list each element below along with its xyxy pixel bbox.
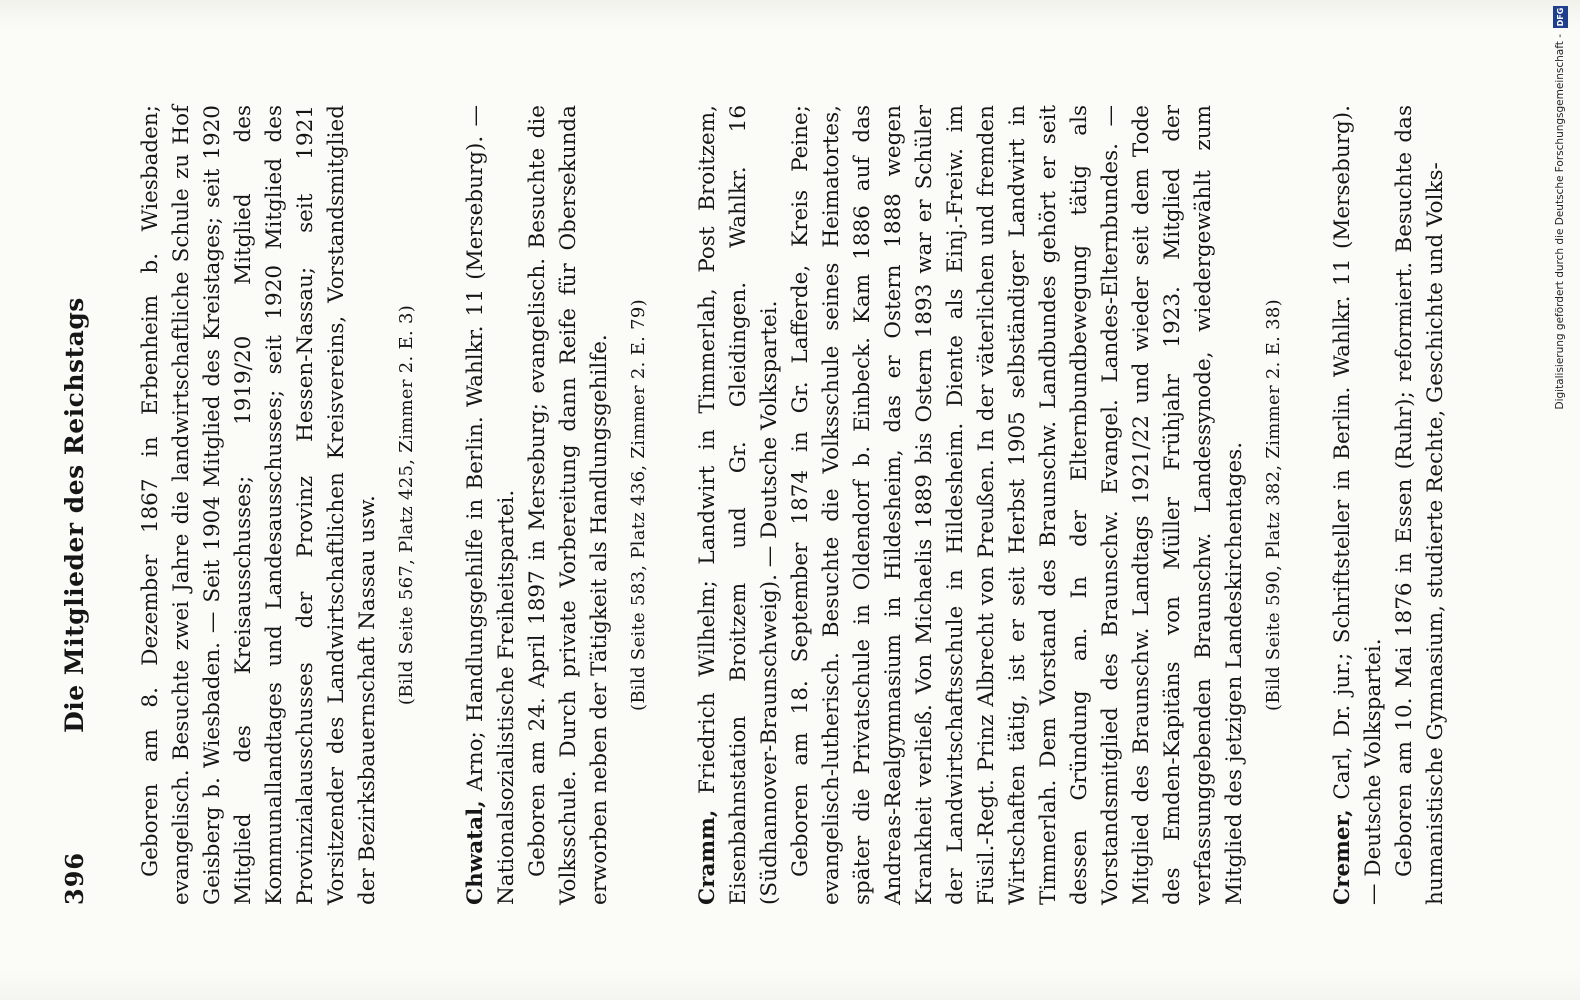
biography-column <box>135 105 1489 905</box>
entry-paragraph: Geboren am 24. April 1897 in Merseburg; evangelisch. Besuchte die Volksschule. Durch private Vorbereitung dann Reife für Obersekunda erworben neben der Tätigkeit als Handlungsgehilfe. <box>525 105 612 905</box>
biography-entry <box>1327 105 1451 905</box>
member-name: Cramm, <box>695 809 720 905</box>
dfg-logo-icon: DFG <box>1553 6 1568 28</box>
funding-note: Digitalisierung gefördert durch die Deutsche Forschungsgemeinschaft - <box>1554 34 1566 410</box>
member-name: Chwatal, <box>463 800 488 905</box>
entry-lead <box>460 105 522 905</box>
biography-entry <box>692 105 1289 905</box>
digitization-note <box>1540 0 1580 1000</box>
running-head <box>60 125 100 905</box>
entry-lead <box>692 105 785 905</box>
member-name: Cremer, <box>1330 809 1355 905</box>
page-title: Die Mitglieder des Reichstags <box>60 297 89 733</box>
biography-entry <box>135 105 422 905</box>
entry-paragraph: Geboren am 8. Dezember 1867 in Erbenheim b. Wiesbaden; evangelisch. Besuchte zwei Jahre die landwirtschaftliche Schule zu Hof Geisberg b. Wiesbaden. — Seit 1904 Mitglied des Kreistages; seit 1920 Mitglied des Kreisausschusses; 1919/20 Mitglied des Kommunallandtages und Landesausschusses; seit 1920 Mitglied des Provinzialausschusses der Provinz Hessen-Nassau; seit 1921 Vorsitzender des Landwirtschaftlichen Kreisvereins, Vorstandsmitglied der Bezirksbauernschaft Nassau usw. <box>138 105 380 905</box>
entry-lead <box>1327 105 1389 905</box>
entry-lead-text: Friedrich Wilhelm; Landwirt in Timmerlah, Post Broitzem, Eisenbahnstation Broitzem und Gr. Gleidingen. Wahlkr. 16 (Südhannover-Braunschweig). — Deutsche Volkspartei. <box>695 105 782 905</box>
digitization-strip <box>1540 0 1580 1000</box>
entry-paragraph: Geboren am 18. September 1874 in Gr. Lafferde, Kreis Peine; evangelisch-lutherisch. Besuchte die Volksschule seines Heimatortes, später die Privatschule in Oldendorf b. Einbeck. Kam 1886 auf das Andreas-Realgymnasium in Hildesheim, das er Ostern 1888 wegen Krankheit verließ. Von Michaelis 1889 bis Ostern 1893 war er Schüler der Landwirtschaftsschule in Hildesheim. Diente als Einj.-Freiw. im Füsil.-Regt. Prinz Albrecht von Preußen. In der väterlichen und fremden Wirtschaften tätig, ist er seit Herbst 1905 selbständiger Landwirt in Timmerlah. Dem Vorstand des Braunschw. Landbundes gehört er seit dessen Gründung an. In der Elternbundbewegung tätig als Vorstandsmitglied des Braunschw. Evangel. Landes-Elternbundes. — Mitglied des Braunschw. Landtags 1921/22 und wieder seit dem Tode des Emden-Kapitäns von Müller Frühjahr 1923. Mitglied der verfassunggebenden Braunschw. Landessynode, wiedergewählt zum Mitglied des jetzigen Landeskirchentages. <box>788 105 1247 905</box>
entry-lead-text: Carl, Dr. jur.; Schriftsteller in Berlin. Wahlkr. 11 (Merseburg). — Deutsche Volkspartei. <box>1330 105 1386 905</box>
biography-entry <box>460 105 654 905</box>
picture-reference: (Bild Seite 567, Platz 425, Zimmer 2. E. 3) <box>396 304 417 706</box>
picture-reference: (Bild Seite 583, Platz 436, Zimmer 2. E. 79) <box>628 299 649 711</box>
entry-paragraph: Geboren am 10. Mai 1876 in Essen (Ruhr); reformiert. Besuchte das humanistische Gymnasium, studierte Rechte, Geschichte und Volks- <box>1392 105 1448 905</box>
entry-lead-text: Arno; Handlungsgehilfe in Berlin. Wahlkr. 11 (Merseburg). — Nationalsozialistische Freiheitspartei. <box>463 105 519 905</box>
page-number: 396 <box>60 851 89 905</box>
picture-reference: (Bild Seite 590, Platz 382, Zimmer 2. E. 38) <box>1263 299 1284 711</box>
